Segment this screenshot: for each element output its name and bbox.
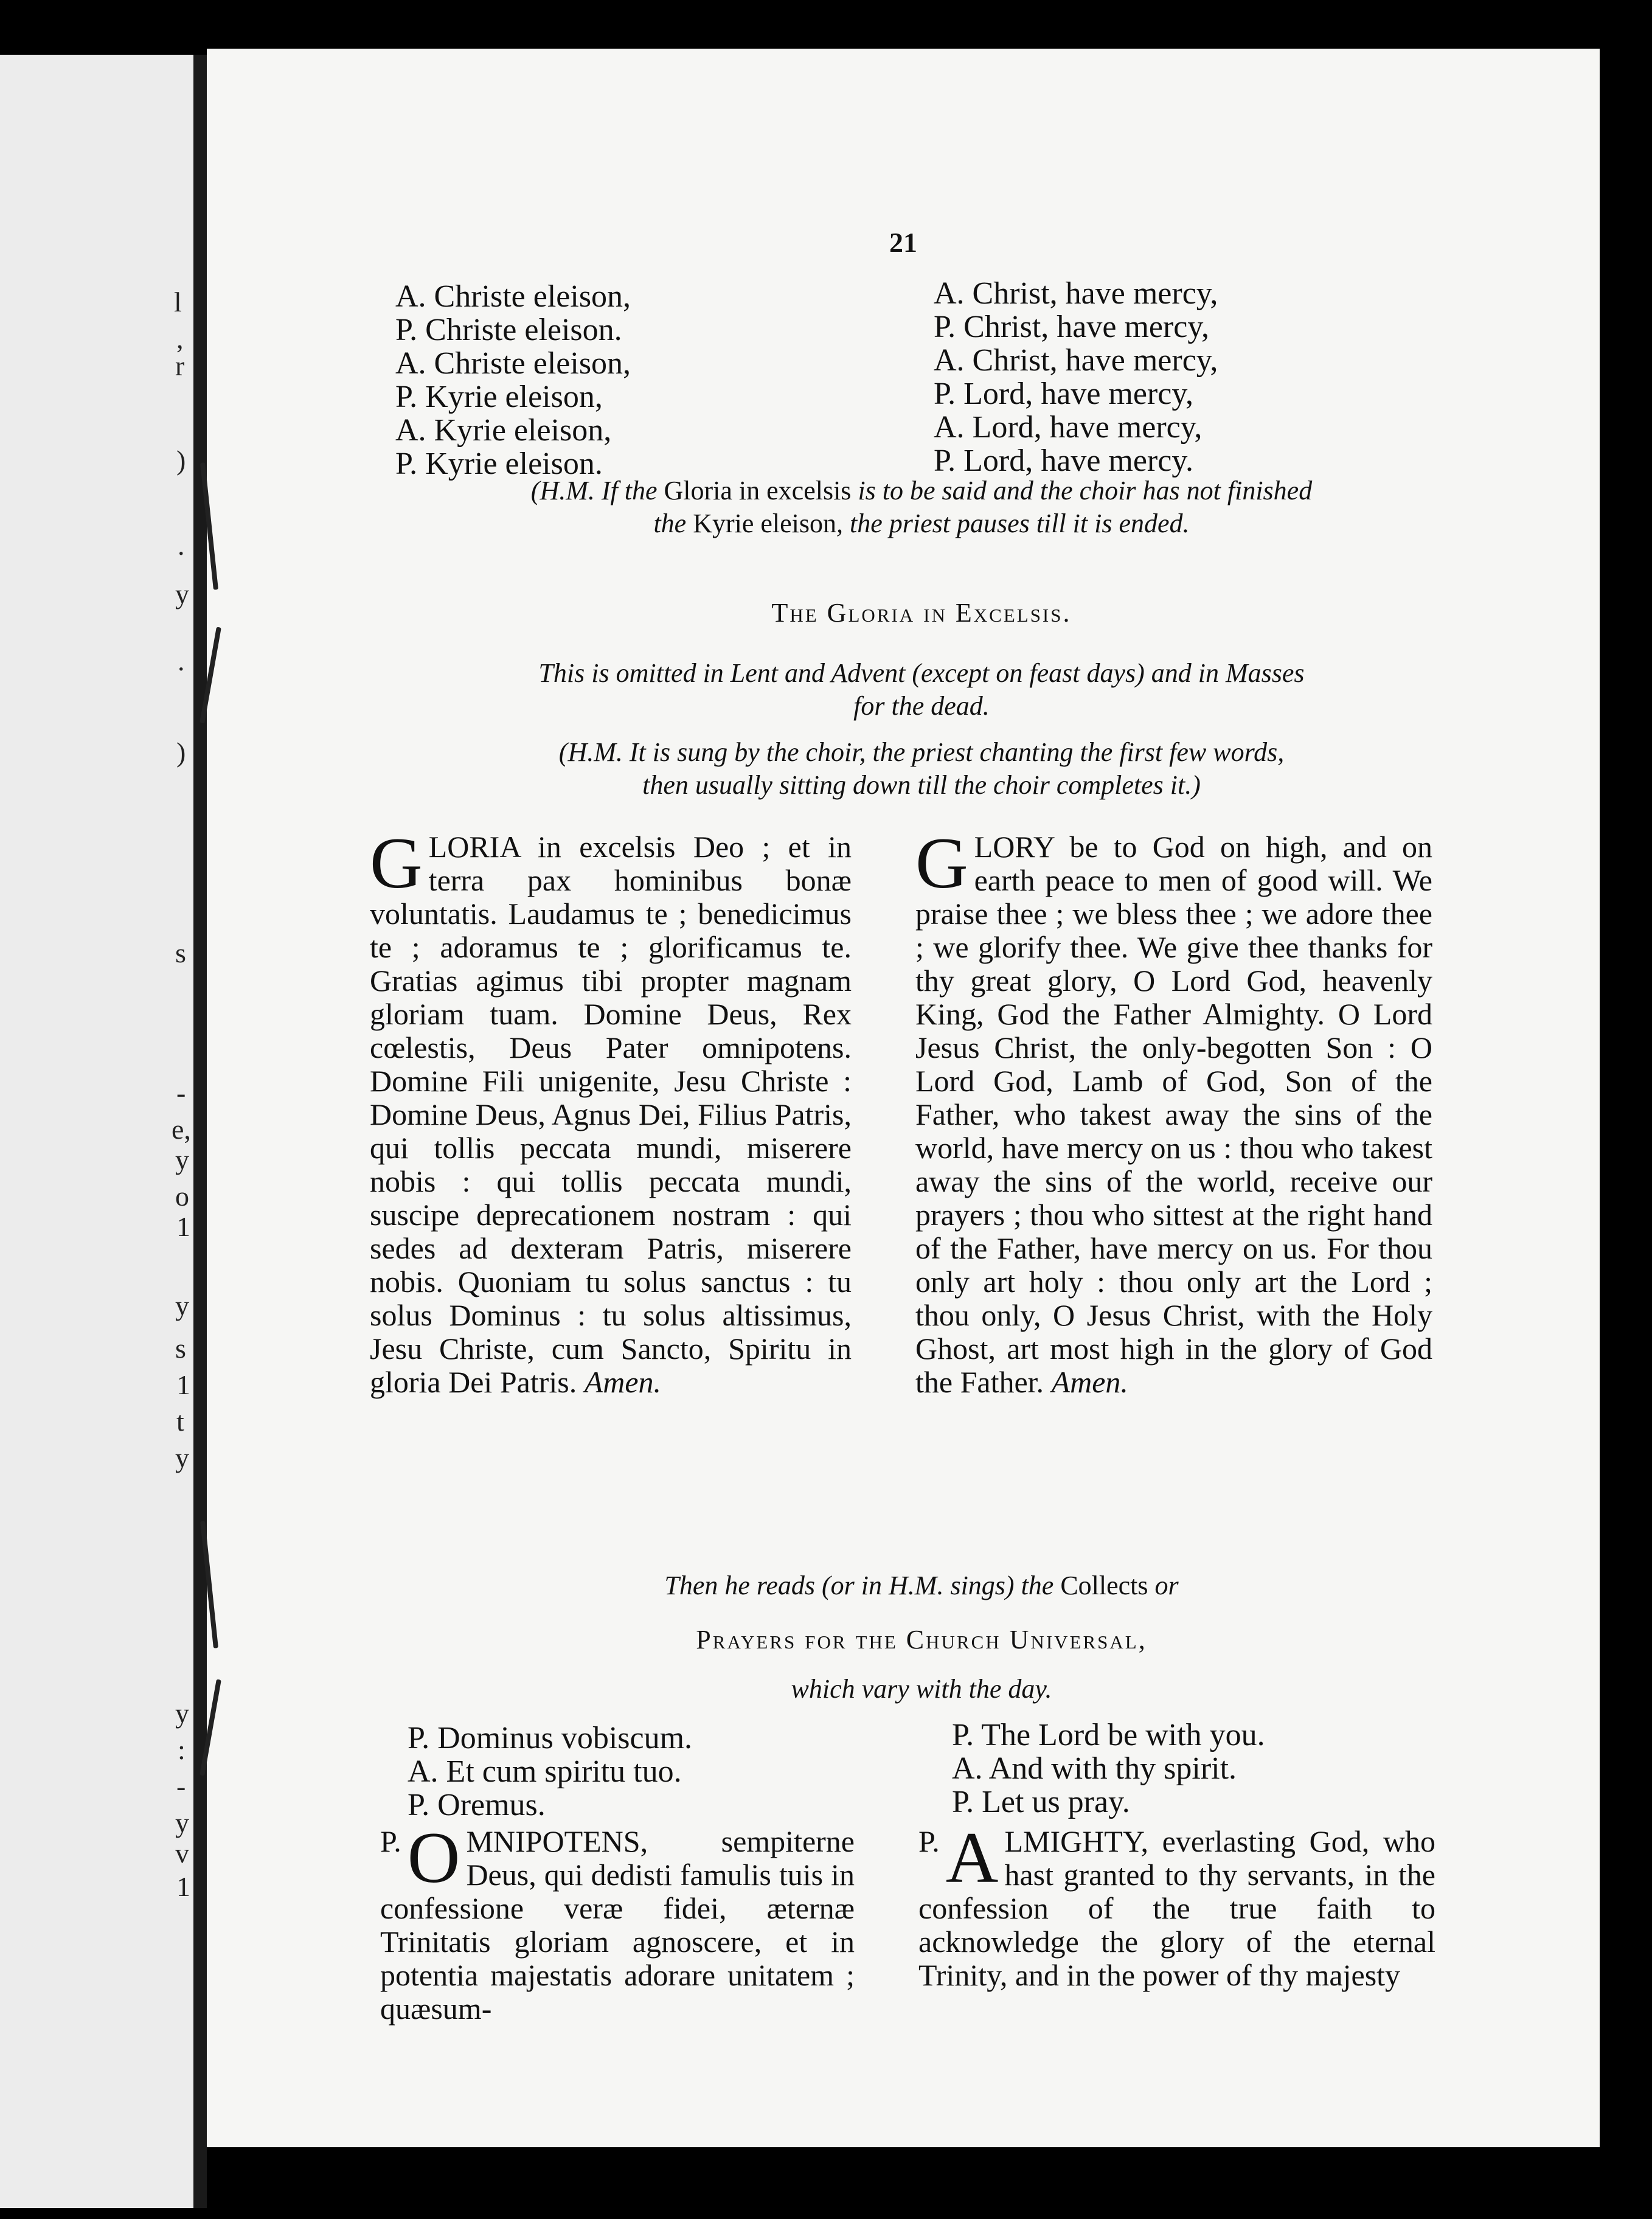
kyrie-english xyxy=(934,277,1218,477)
left-fragment: r xyxy=(175,350,185,381)
left-fragment: 1 xyxy=(176,1369,190,1400)
left-fragment: ) xyxy=(176,737,186,768)
left-fragment: 1 xyxy=(176,1871,190,1902)
gloria-latin: GLORIA in excelsis Deo ; et in terra pax hominibus bonæ voluntatis. Laudamus te ; benedicimus te ; adoramus te ; glorificamus te. Gratias agimus tibi propter magnam gloriam tuam. Domine Deus, Rex cœlestis, Deus Pater omnipotens. Domine Fili unigenite, Jesu Christe : Domine Deus, Agnus Dei, Filius Patris, qui tollis peccata mundi, miserere nobis : qui tollis peccata mundi, suscipe deprecationem nostram : qui sedes ad dexteram Patris, miserere nobis. Quoniam tu solus sanctus : tu solus Dominus : tu solus altissimus, Jesu Christe, cum Sancto, Spiritu in gloria Dei Patris. Amen. xyxy=(370,822,852,1399)
page-number: 21 xyxy=(889,227,917,258)
left-fragment: y xyxy=(175,1698,189,1729)
left-page-fragment xyxy=(0,55,193,2208)
left-fragment: e, xyxy=(172,1114,191,1145)
almighty-prayer: P. A LMIGHTY, everlasting God, who hast granted to thy servants, in the confession of the true faith to acknowledge the glory of the eternal Trinity, and in the power of thy majesty xyxy=(918,1817,1435,1992)
left-fragment: - xyxy=(176,1077,186,1108)
gloria-heading: The Gloria in Excelsis. xyxy=(771,598,1072,628)
collects-subheading: which vary with the day. xyxy=(791,1674,1052,1704)
response-line: P. Kyrie eleison, xyxy=(395,380,603,414)
response-line: A. Kyrie eleison, xyxy=(395,413,612,448)
drop-cap: A xyxy=(945,1817,999,1898)
left-fragment: y xyxy=(175,1442,189,1473)
left-fragment: 1 xyxy=(176,1211,190,1242)
rubric-note: (H.M. If the Gloria in excelsis is to be said and the choir has not finished the Kyrie eleison, the priest pauses till it is ended. xyxy=(530,476,1313,538)
left-fragment: ) xyxy=(176,445,186,476)
left-fragment: t xyxy=(176,1406,184,1437)
left-fragment: y xyxy=(175,1144,189,1175)
response-line: A. Christe eleison, xyxy=(395,346,631,381)
response-line: A. Christ, have mercy, xyxy=(934,276,1218,311)
left-fragment: s xyxy=(175,1333,186,1364)
response-line: P. Oremus. xyxy=(408,1788,546,1822)
left-fragment: l xyxy=(174,286,182,318)
collects-intro: Then he reads (or in H.M. sings) the Collects or xyxy=(664,1571,1179,1600)
left-fragment: . xyxy=(178,530,185,561)
drop-cap: O xyxy=(407,1817,460,1898)
gloria-english: GLORY be to God on high, and on earth peace to men of good will. We praise thee ; we bless thee ; we adore thee ; we glorify thee. We give thee thanks for thy great glory, O Lord God, heavenly King, God the Father Almighty. O Lord Jesus Christ, the only-begotten Son : O Lord God, Lamb of God, Son of the Father, who takest away the sins of the world, have mercy on us : thou who takest away the sins of the world, receive our prayers ; thou who sittest at the right hand of the Father, have mercy on us. For thou only art holy : thou only art the Lord ; thou only, O Jesus Christ, with the Holy Ghost, art most high in the glory of God the Father. Amen. xyxy=(915,822,1432,1399)
response-line: P. Christe eleison. xyxy=(395,313,622,347)
response-line: P. The Lord be with you. xyxy=(952,1718,1265,1752)
dominus-english xyxy=(952,1718,1265,1819)
kyrie-latin xyxy=(395,280,631,481)
left-fragment: y xyxy=(175,578,189,609)
omnipotens-prayer: P. O MNIPOTENS, sempiterne Deus, qui dedisti famulis tuis in confessione veræ fidei, æternæ Trinitatis gloriam agnoscere, et in potentia majestatis adorare unitatem ; quæsum- xyxy=(380,1817,855,2026)
left-fragment: o xyxy=(175,1181,189,1212)
left-fragment: s xyxy=(175,937,186,968)
left-fragment: y xyxy=(175,1807,189,1838)
response-line: A. Et cum spiritu tuo. xyxy=(408,1754,682,1789)
left-fragment: : xyxy=(178,1734,186,1765)
response-line: P. Lord, have mercy. xyxy=(934,443,1193,478)
dominus-latin xyxy=(408,1721,692,1822)
left-fragment: , xyxy=(176,323,184,354)
left-fragment: v xyxy=(175,1838,189,1869)
drop-cap: G xyxy=(915,822,968,903)
response-line: A. Lord, have mercy, xyxy=(934,410,1203,445)
prayer-prefix: P. xyxy=(918,1824,940,1858)
prayer-prefix: P. xyxy=(380,1824,401,1858)
left-fragment: y xyxy=(175,1290,189,1321)
response-line: P. Christ, have mercy, xyxy=(934,310,1209,344)
response-line: P. Kyrie eleison. xyxy=(395,446,603,481)
left-fragment: . xyxy=(178,645,185,676)
response-line: A. Christe eleison, xyxy=(395,279,631,314)
left-fragment: - xyxy=(176,1771,186,1802)
book-page xyxy=(207,49,1600,2147)
response-line: P. Dominus vobiscum. xyxy=(408,1721,693,1755)
rubric-note: This is omitted in Lent and Advent (except on feast days) and in Masses for the dead. xyxy=(538,658,1305,721)
rubric-note: (H.M. It is sung by the choir, the priest chanting the first few words, then usually sitting down till the choir completes it.) xyxy=(558,737,1285,800)
response-line: A. And with thy spirit. xyxy=(952,1751,1237,1786)
response-line: A. Christ, have mercy, xyxy=(934,343,1218,378)
collects-heading: Prayers for the Church Universal, xyxy=(696,1625,1147,1655)
response-line: P. Let us pray. xyxy=(952,1785,1130,1819)
response-line: P. Lord, have mercy, xyxy=(934,377,1193,411)
scan-border xyxy=(1600,49,1652,2219)
drop-cap: G xyxy=(370,822,423,903)
book-gutter xyxy=(193,55,207,2208)
